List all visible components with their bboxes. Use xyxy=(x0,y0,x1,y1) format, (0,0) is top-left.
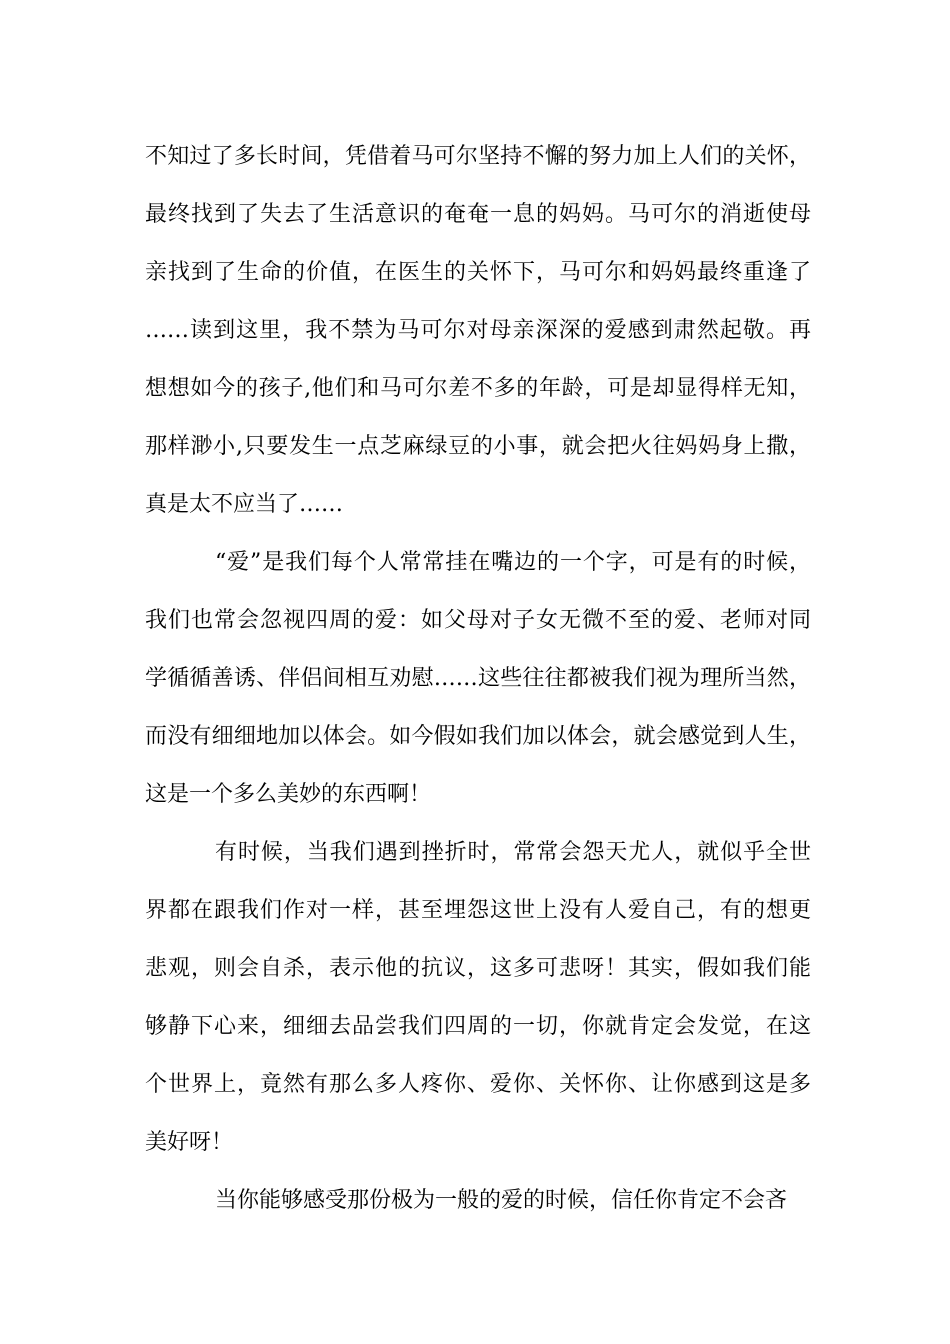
text-line: 真是太不应当了…… xyxy=(145,492,344,517)
text-line: 界都在跟我们作对一样，甚至埋怨这世上没有人爱自己，有的想更 xyxy=(145,898,811,923)
text-line: 学循循善诱、伴侣间相互劝慰……这些往往都被我们视为理所当然， xyxy=(145,666,811,691)
paragraph-1 xyxy=(145,128,811,534)
paragraph-3 xyxy=(145,824,811,1172)
text-line: 当你能够感受那份极为一般的爱的时候，信任你肯定不会吝 xyxy=(215,1188,788,1213)
text-line: 不知过了多长时间，凭借着马可尔坚持不懈的努力加上人们的关怀， xyxy=(145,144,811,169)
text-line: 亲找到了生命的价值，在医生的关怀下，马可尔和妈妈最终重逢了 xyxy=(145,260,811,285)
text-line: “爱”是我们每个人常常挂在嘴边的一个字，可是有的时候， xyxy=(215,550,811,575)
text-line: 这是一个多么美妙的东西啊！ xyxy=(145,782,432,807)
text-line: 我们也常会忽视四周的爱：如父母对子女无微不至的爱、老师对同 xyxy=(145,608,811,633)
text-line: 悲观，则会自杀，表示他的抗议，这多可悲呀！其实，假如我们能 xyxy=(145,956,811,981)
text-line: ……读到这里，我不禁为马可尔对母亲深深的爱感到肃然起敬。再 xyxy=(145,318,811,343)
text-line: 而没有细细地加以体会。如今假如我们加以体会，就会感觉到人生， xyxy=(145,724,811,749)
paragraph-2 xyxy=(145,534,811,824)
text-line: 美好呀！ xyxy=(145,1130,234,1155)
text-line: 个世界上，竟然有那么多人疼你、爱你、关怀你、让你感到这是多 xyxy=(145,1072,811,1097)
text-line: 最终找到了失去了生活意识的奄奄一息的妈妈。马可尔的消逝使母 xyxy=(145,202,811,227)
document-body xyxy=(145,128,811,1230)
text-line: 有时候，当我们遇到挫折时，常常会怨天尤人，就似乎全世 xyxy=(215,840,811,865)
text-line: 够静下心来，细细去品尝我们四周的一切，你就肯定会发觉，在这 xyxy=(145,1014,811,1039)
text-line: 那样渺小,只要发生一点芝麻绿豆的小事，就会把火往妈妈身上撒， xyxy=(145,434,811,459)
text-line: 想想如今的孩子,他们和马可尔差不多的年龄，可是却显得样无知， xyxy=(145,376,811,401)
paragraph-4 xyxy=(145,1172,811,1230)
